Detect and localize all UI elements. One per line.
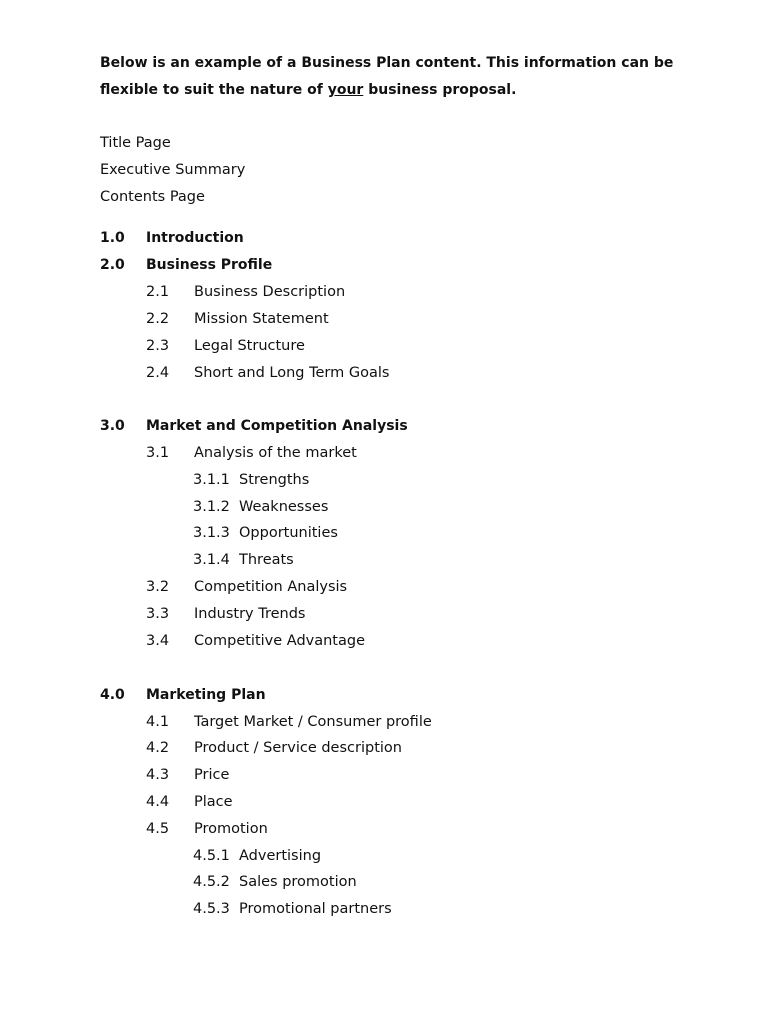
- emphasis-your: your: [327, 82, 364, 98]
- intro-line-1: Below is an example of a Business Plan content. This information can be: [100, 55, 674, 71]
- section-number: 4.0: [100, 687, 125, 703]
- section-title: Market and Competition Analysis: [146, 418, 408, 434]
- document-page: Below is an example of a Business Plan content. This information can be flexible to suit the nature of your business proposal. Title Page Executive Summary Contents Page 1.0 Introduction 2.0 Business Profile 2.1 Business Description 2.2 Mission Statement 2.3 Legal Structure 2.4 Short and Long Term Goals 3.0 Market and Competition Analysis 3.1 Analysis of the market 3.1.1 Strengths 3.1.2 Weaknesses 3.1.3 Opportunities 3.1.4 Threats 3.2 Competition Analysis 3.3 Industry Trends 3.4 Competitive Advantage 4.0 Marketing Plan 4.1 Target Market / Consumer profile 4.2 Product / Service description 4.3 Price 4.4 Place 4.5 Promotion 4.5.1 Advertising 4.5.2 Sales promotion 4.5.3 Promotional partners: [100, 55, 674, 917]
- front-matter-contents-page: Contents Page: [100, 189, 205, 205]
- intro-line-2: flexible to suit the nature of your business proposal.: [100, 82, 517, 98]
- section-title: Marketing Plan: [146, 687, 266, 703]
- section-title: Introduction: [146, 230, 244, 246]
- section-title: Business Profile: [146, 257, 273, 273]
- section-number: 2.0: [100, 257, 125, 273]
- front-matter-title-page: Title Page: [100, 135, 171, 151]
- section-number: 1.0: [100, 230, 125, 246]
- section-number: 3.0: [100, 418, 125, 434]
- front-matter-executive-summary: Executive Summary: [100, 162, 246, 178]
